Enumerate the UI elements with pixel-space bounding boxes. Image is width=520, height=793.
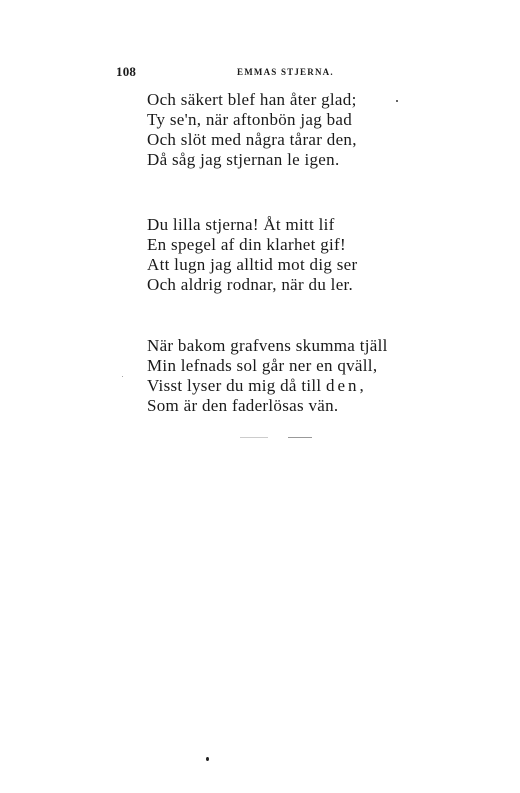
stanza-2	[147, 215, 357, 295]
running-head: EMMAS STJERNA.	[237, 67, 334, 77]
stanza-1	[147, 90, 357, 170]
poem-line: Som är den faderlösas vän.	[147, 396, 339, 415]
poem-line: Du lilla stjerna! Åt mitt lif	[147, 215, 335, 234]
poem-line	[147, 376, 388, 396]
print-speck	[122, 376, 123, 377]
poem-line: En spegel af din klarhet gif!	[147, 235, 346, 254]
poem-line: Ty se'n, när aftonbön jag bad	[147, 110, 353, 129]
poem-line: Då såg jag stjernan le igen.	[147, 150, 340, 169]
poem-line: Och aldrig rodnar, när du ler.	[147, 275, 354, 294]
poem-line: Och säkert blef han åter glad;	[147, 90, 357, 109]
poem-line: När bakom grafvens skumma tjäll	[147, 336, 388, 355]
end-rule-left	[240, 437, 268, 438]
spaced-word: den,	[325, 376, 367, 395]
print-speck	[206, 757, 209, 761]
stanza-3	[147, 336, 388, 416]
poem-line-text: Visst lyser du mig då till	[147, 376, 322, 395]
page-number: 108	[116, 64, 137, 79]
end-rule-right	[288, 437, 312, 438]
poem-line: Att lugn jag alltid mot dig ser	[147, 255, 358, 274]
poem-line: Och slöt med några tårar den,	[147, 130, 357, 149]
poem-line: Min lefnads sol går ner en qväll,	[147, 356, 378, 375]
print-speck	[396, 100, 398, 102]
